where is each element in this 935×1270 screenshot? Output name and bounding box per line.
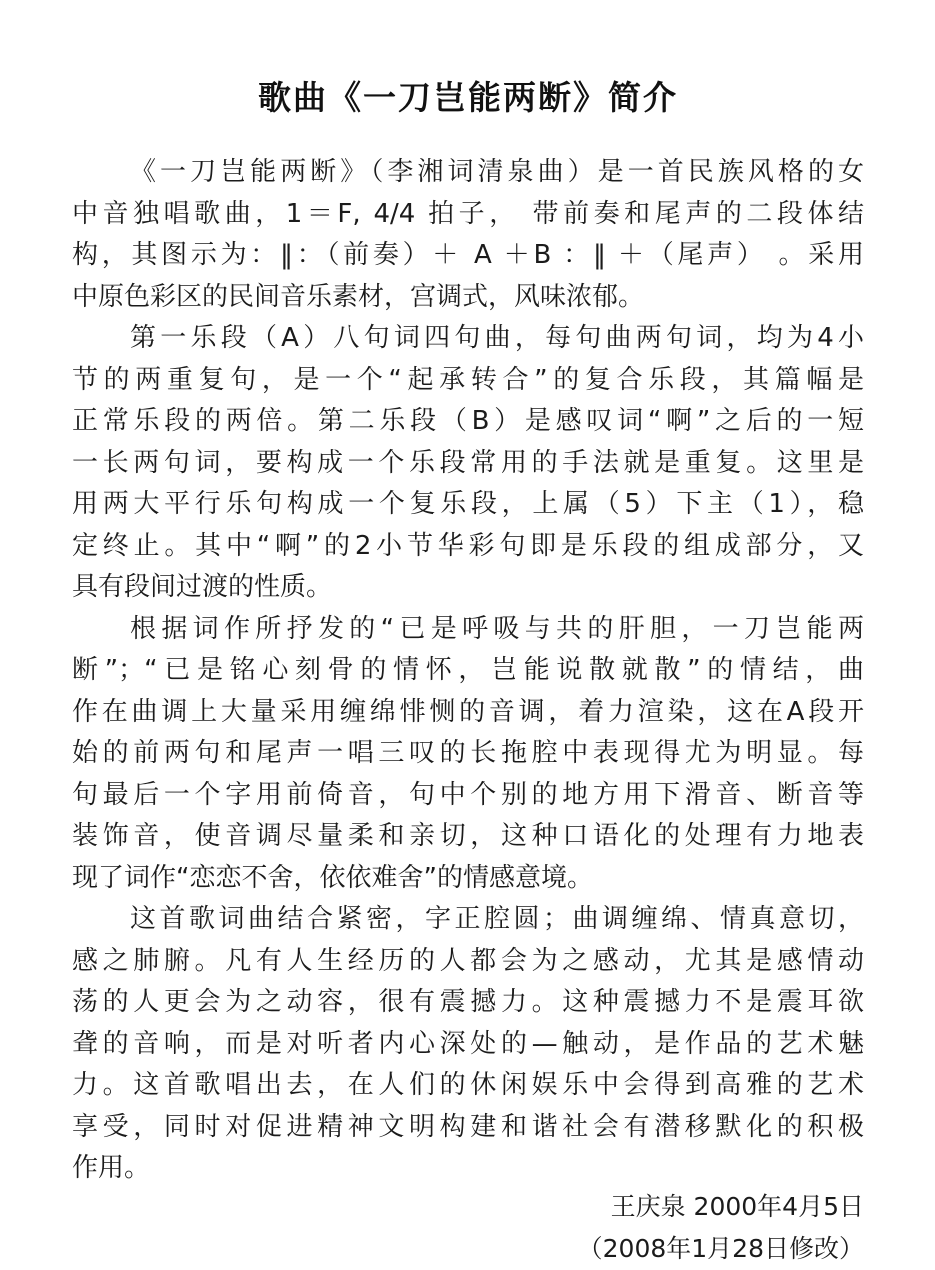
text-line: 感之肺腑。凡有人生经历的人都会为之感动，尤其是感情动 [72,945,864,976]
text-line: 具有段间过渡的性质。 [72,572,333,602]
text-line: 节的两重复句，是一个“起承转合”的复合乐段，其篇幅是 [72,364,864,395]
text-line: 构，其图示为：‖：（前奏）＋ A ＋B ：‖ ＋（尾声） 。采用 [72,240,864,270]
text-line: 中音独唱歌曲，1＝F, 4/4 拍子， 带前奏和尾声的二段体结 [72,198,864,229]
text-line: 作在曲调上大量采用缠绵悱恻的音调，着力渲染，这在A段开 [72,696,864,727]
text-line: 根据词作所抒发的“已是呼吸与共的肝胆，一刀岂能两 [130,613,864,644]
text-line: 第一乐段（A）八句词四句曲，每句曲两句词，均为4小 [130,323,864,353]
text-line: 荡的人更会为之动容，很有震撼力。这种震撼力不是震耳欲 [72,987,864,1017]
text-line: 这首歌词曲结合紧密，字正腔圆；曲调缠绵、情真意切， [130,904,864,934]
text-line: 力。这首歌唱出去，在人们的休闲娱乐中会得到高雅的艺术 [72,1070,864,1100]
text-line: 聋的音响，而是对听者内心深处的—触动，是作品的艺术魅 [72,1028,864,1059]
paragraph-conclusion [72,899,864,1190]
paragraph-intro [72,152,864,318]
text-line: 正常乐段的两倍。第二乐段（B）是感叹词“啊”之后的一短 [72,406,864,436]
text-line: 一长两句词，要构成一个乐段常用的手法就是重复。这里是 [72,447,864,478]
text-line: 享受，同时对促进精神文明构建和谐社会有潜移默化的积极 [72,1111,864,1142]
text-line: 句最后一个字用前倚音，句中个别的地方用下滑音、断音等 [72,779,864,810]
signature-block [578,1186,864,1270]
author-date: 王庆泉 2000年4月5日 [610,1192,864,1221]
document-title: 歌曲《一刀岂能两断》简介 [258,78,678,117]
text-line: 始的前两句和尾声一唱三叹的长拖腔中表现得尤为明显。每 [72,738,864,768]
text-line: 断”；“已是铭心刻骨的情怀，岂能说散就散”的情结，曲 [72,655,864,685]
text-line: 装饰音，使音调尽量柔和亲切，这种口语化的处理有力地表 [72,821,864,851]
text-line: 用两大平行乐句构成一个复乐段，上属（5）下主（1），稳 [72,489,864,519]
paragraph-melody [72,609,864,900]
text-line: 现了词作“恋恋不舍，依依难舍”的情感意境。 [72,862,593,893]
text-line: 中原色彩区的民间音乐素材，宫调式，风味浓郁。 [72,281,645,312]
text-line: 《一刀岂能两断》（李湘词清泉曲）是一首民族风格的女 [130,157,864,187]
paragraph-section-a-b [72,318,864,609]
text-line: 定终止。其中“啊”的2小节华彩句即是乐段的组成部分，又 [72,530,864,561]
text-line: 作用。 [72,1153,151,1183]
document-body [72,152,864,1190]
revision-date: （2008年1月28日修改） [577,1234,864,1263]
